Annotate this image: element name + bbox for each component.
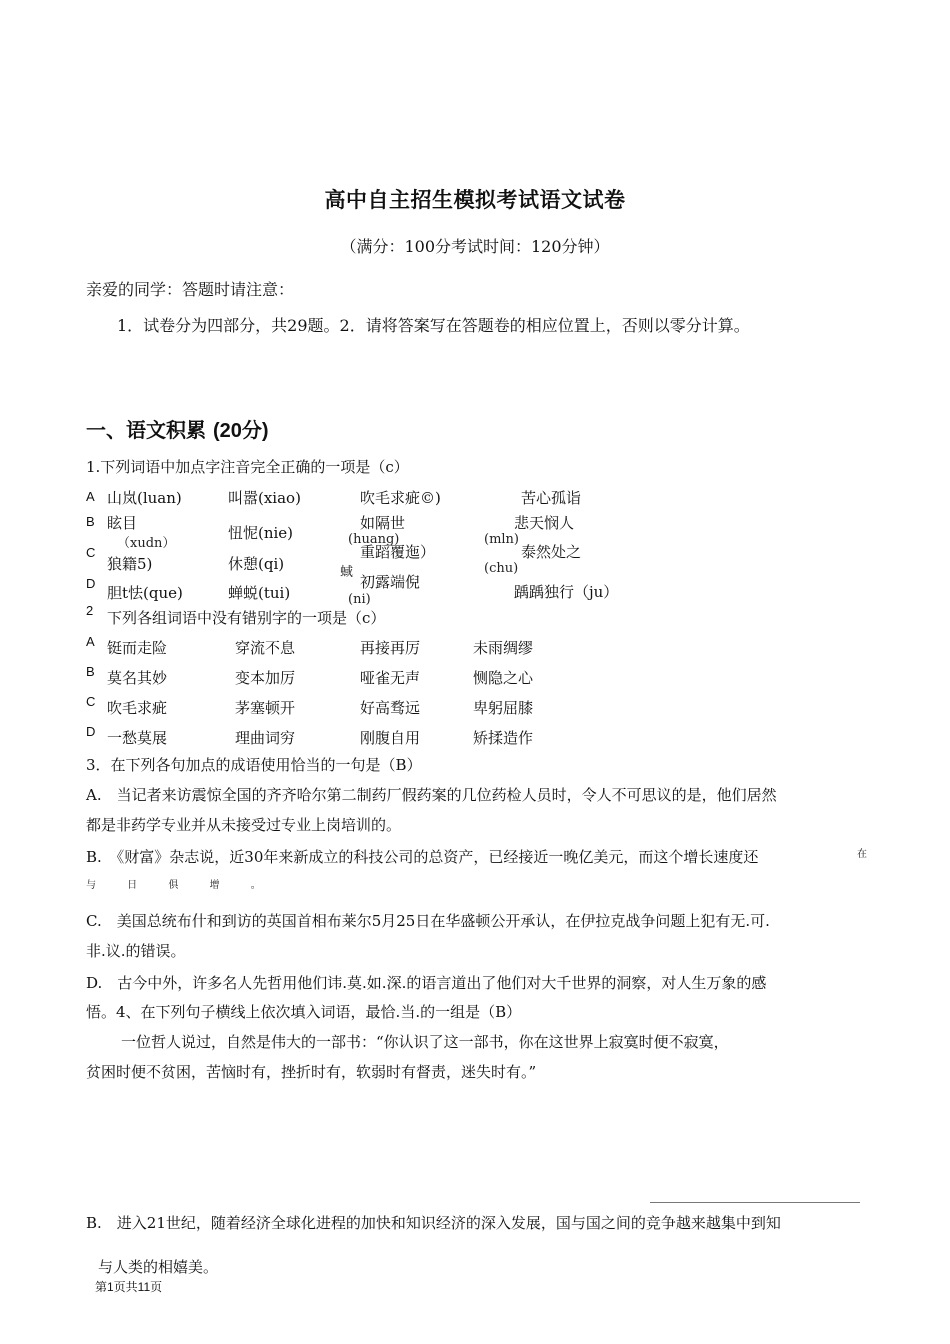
- option-cell: 胆t怯(que): [107, 584, 183, 602]
- option-cell: 哑雀无声: [360, 669, 421, 687]
- pinyin-fragment: (chu): [484, 561, 519, 576]
- option-cell: 初露端倪: [360, 573, 421, 591]
- question-3-stem: 3．在下列各句加点的成语使用恰当的一句是（B）: [86, 756, 422, 774]
- option-cell: 矫揉造作: [473, 729, 534, 747]
- option-cell: 恻隐之心: [473, 669, 534, 687]
- option-cell: 卑躬屈膝: [473, 699, 534, 717]
- option-cell: 悲天悯人: [514, 514, 575, 532]
- passage-line: 一位哲人说过，自然是伟大的一部书：“你认识了这一部书，你在这世界上寂寞时便不寂寞，: [121, 1033, 729, 1051]
- tail-line: 与人类的相嬉美。: [98, 1258, 219, 1276]
- q3-option-a: A. 当记者来访震惊全国的齐齐哈尔第二制药厂假药案的几位药检人员时，令人不可思议的是，他们居然: [86, 786, 777, 804]
- option-cell: 山岚(luan): [107, 489, 182, 507]
- q3-option-d: D. 古今中外，许多名人先哲用他们讳.莫.如.深.的语言道出了他们对大千世界的洞察，对人生万象的感: [86, 974, 767, 992]
- option-cell: 狼籍5): [107, 555, 153, 573]
- option-cell: 泰然处之: [521, 543, 582, 561]
- page-footer: 第1页共11页: [95, 1280, 163, 1294]
- option-cell: 茅塞顿开: [235, 699, 296, 717]
- option-cell: 理曲词穷: [235, 729, 296, 747]
- option-label: B: [86, 514, 95, 529]
- q3-option-c-cont: 非.议.的错误。: [86, 942, 186, 960]
- pinyin-fragment: (mln): [484, 532, 520, 547]
- dotted-idiom: 与 日 俱 增 。: [86, 880, 275, 891]
- option-cell: 莫名其妙: [107, 669, 168, 687]
- question-2-number: 2: [86, 603, 94, 618]
- passage-line: 贫困时便不贫困，苦恼时有，挫折时有，软弱时有督责，迷失时有。”: [86, 1063, 537, 1081]
- option-label: C: [86, 545, 96, 560]
- q3-option-a-cont: 都是非药学专业并从未接受过专业上岗培训的。: [86, 816, 402, 834]
- option-cell: 苦心孤诣: [521, 489, 582, 507]
- section-points: (20分): [212, 420, 269, 442]
- pinyin-fragment: (ni): [348, 592, 371, 607]
- option-label: D: [86, 576, 96, 591]
- option-cell: 休憩(qi): [228, 555, 285, 573]
- option-label: C: [86, 694, 96, 709]
- section-heading: [86, 414, 269, 443]
- instructions: 1．试卷分为四部分，共29题。2．请将答案写在答题卷的相应位置上，否则以零分计算。: [117, 316, 750, 335]
- greeting: 亲爱的同学：答题时请注意：: [86, 280, 295, 299]
- pinyin-fragment: （xudn）: [117, 536, 176, 551]
- option-cell: 如隔世: [360, 514, 406, 532]
- tail-option-b: B. 进入21世纪，随着经济全球化进程的加快和知识经济的深入发展，国与国之间的竞争越来越集中到知: [86, 1214, 781, 1232]
- option-cell: 忸怩(nie): [228, 524, 294, 542]
- superscript-char: 在: [857, 849, 867, 860]
- pinyin-fragment: (huang): [348, 532, 400, 547]
- option-cell: 吹毛求疵©): [360, 489, 441, 507]
- option-cell: 未雨绸缪: [473, 639, 534, 657]
- option-label: D: [86, 724, 96, 739]
- option-label: B: [86, 664, 95, 679]
- option-cell: 叫嚣(xiao): [228, 489, 301, 507]
- option-cell: 踽踽独行（ju）: [514, 583, 619, 601]
- option-cell: 一愁莫展: [107, 729, 168, 747]
- page-title: 高中自主招生模拟考试语文试卷: [324, 188, 626, 212]
- option-cell: 吹毛求疵: [107, 699, 168, 717]
- option-cell: 好高骛远: [360, 699, 421, 717]
- option-cell: 眩目: [107, 514, 138, 532]
- question-1-stem: 1.下列词语中加点字注音完全正确的一项是（c）: [86, 458, 409, 476]
- q3-option-d-cont: 悟。4、在下列句子横线上依次填入词语，最恰.当.的一组是（B）: [86, 1003, 522, 1021]
- pinyin-fragment: 蜮: [340, 565, 354, 580]
- option-cell: 变本加厉: [235, 669, 296, 687]
- q3-option-c: C. 美国总统布什和到访的英国首相布莱尔5月25日在华盛顿公开承认，在伊拉克战争问题上犯有无.可.: [86, 912, 770, 930]
- option-cell: 刚腹自用: [360, 729, 421, 747]
- section-title: 一、语文积累: [86, 418, 206, 442]
- option-cell: 再接再厉: [360, 639, 421, 657]
- option-cell: 穿流不息: [235, 639, 296, 657]
- option-label: A: [86, 634, 95, 649]
- option-cell: 铤而走险: [107, 639, 168, 657]
- question-2-stem: 下列各组词语中没有错别字的一项是（c）: [107, 609, 386, 627]
- q3-option-b: B. 《财富》杂志说，近30年来新成立的科技公司的总资产，已经接近一晚亿美元，而这个增长速度还: [86, 848, 759, 866]
- exam-info: （满分：100分考试时间：120分钟）: [340, 237, 610, 256]
- option-cell: 蝉蜕(tui): [228, 584, 291, 602]
- divider-line: [650, 1202, 860, 1203]
- option-cell: 重蹈覆迤）: [360, 543, 436, 561]
- option-label: A: [86, 489, 95, 504]
